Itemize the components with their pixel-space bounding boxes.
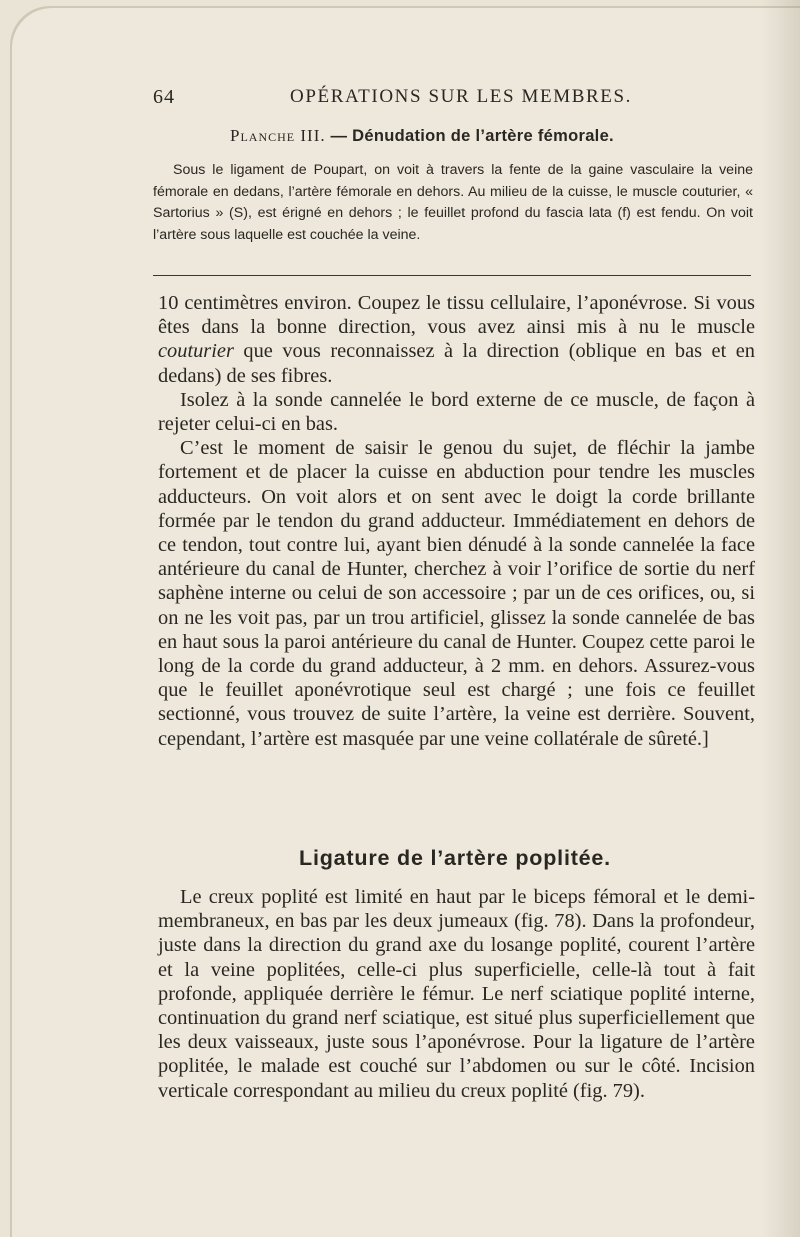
section-paragraph: Le creux poplité est limité en haut par le biceps fémoral et le demi-membraneux, en bas par les deux jumeaux (fig. 78). Dans la profondeur, juste dans la direction du grand axe du losange poplité, courent l’artère et la veine poplitées, celle-ci plus superficielle, celle-là tout à fait profonde, appliquée derrière le fémur. Le nerf sciatique poplité interne, continuation du grand nerf sciatique, est situé plus superficiellement que les deux vaisseaux, juste sous l’aponévrose. Pour la ligature de l’artère poplitée, le malade est couché sur l’abdomen ou sur le côté. Incision verticale correspondant au milieu du creux poplité (fig. 79). — [158, 886, 755, 1102]
paragraph-1-text: 10 centimètres environ. Coupez le tissu cellulaire, l’aponévrose. Si vous êtes dans la bonne direction, vous avez ainsi mis à nu le muscle — [158, 292, 755, 339]
paragraph-3: C’est le moment de saisir le genou du sujet, de fléchir la jambe fortement et de placer la cuisse en abduction pour tendre les muscles adducteurs. On voit alors et on sent avec le doigt la corde brillante formée par le tendon du grand adducteur. Immédiatement en dehors de ce tendon, tout contre lui, ayant bien dénudé à la sonde cannelée la face antérieure du canal de Hunter, cherchez à voir l’orifice de sortie du nerf saphène interne ou celui de son accessoire ; par un de ces orifices, ou, si on ne les voit pas, par un trou artificiel, glissez la sonde cannelée de bas en haut sous la paroi antérieure du canal de Hunter. Coupez cette paroi le long de la corde du grand adducteur, à 2 mm. en dehors. Assurez-vous que le feuillet aponévrotique seul est chargé ; une fois ce feuillet sectionné, vous trouvez de suite l’artère, la veine est derrière. Souvent, cependant, l’artère est masquée par une veine collatérale de sûreté.] — [158, 437, 755, 750]
paragraph-1-text-end: que vous reconnaissez à la direction (oblique en bas et en dedans) de ses fibres. — [158, 340, 755, 387]
paragraph-1 — [158, 291, 755, 388]
plate-title: — Dénudation de l’artère fémorale. — [325, 127, 614, 145]
page-number: 64 — [153, 86, 175, 108]
body-text — [158, 291, 755, 751]
paragraph-1-italic: couturier — [158, 340, 234, 363]
plate-caption — [153, 160, 753, 246]
page-gutter-shadow — [762, 0, 800, 1237]
running-head: OPÉRATIONS SUR LES MEMBRES. — [290, 86, 632, 107]
section-heading: Ligature de l’artère poplitée. — [299, 846, 611, 870]
plate-label: Planche III. — [230, 126, 326, 145]
caption-divider — [153, 275, 751, 276]
plate-caption-text: Sous le ligament de Poupart, on voit à travers la fente de la gaine vasculaire la veine fémorale en dedans, l’artère fémorale en dehors. Au milieu de la cuisse, le muscle couturier, « Sartorius » (S), est érigné en dehors ; le feuillet profond du fascia lata (f) est fendu. On voit l’artère sous laquelle est couchée la veine. — [153, 162, 753, 243]
paragraph-2: Isolez à la sonde cannelée le bord externe de ce muscle, de façon à rejeter celui-ci en bas. — [158, 388, 755, 436]
section-body — [158, 885, 755, 1103]
plate-caption-title — [230, 126, 614, 146]
page-header — [0, 86, 800, 112]
